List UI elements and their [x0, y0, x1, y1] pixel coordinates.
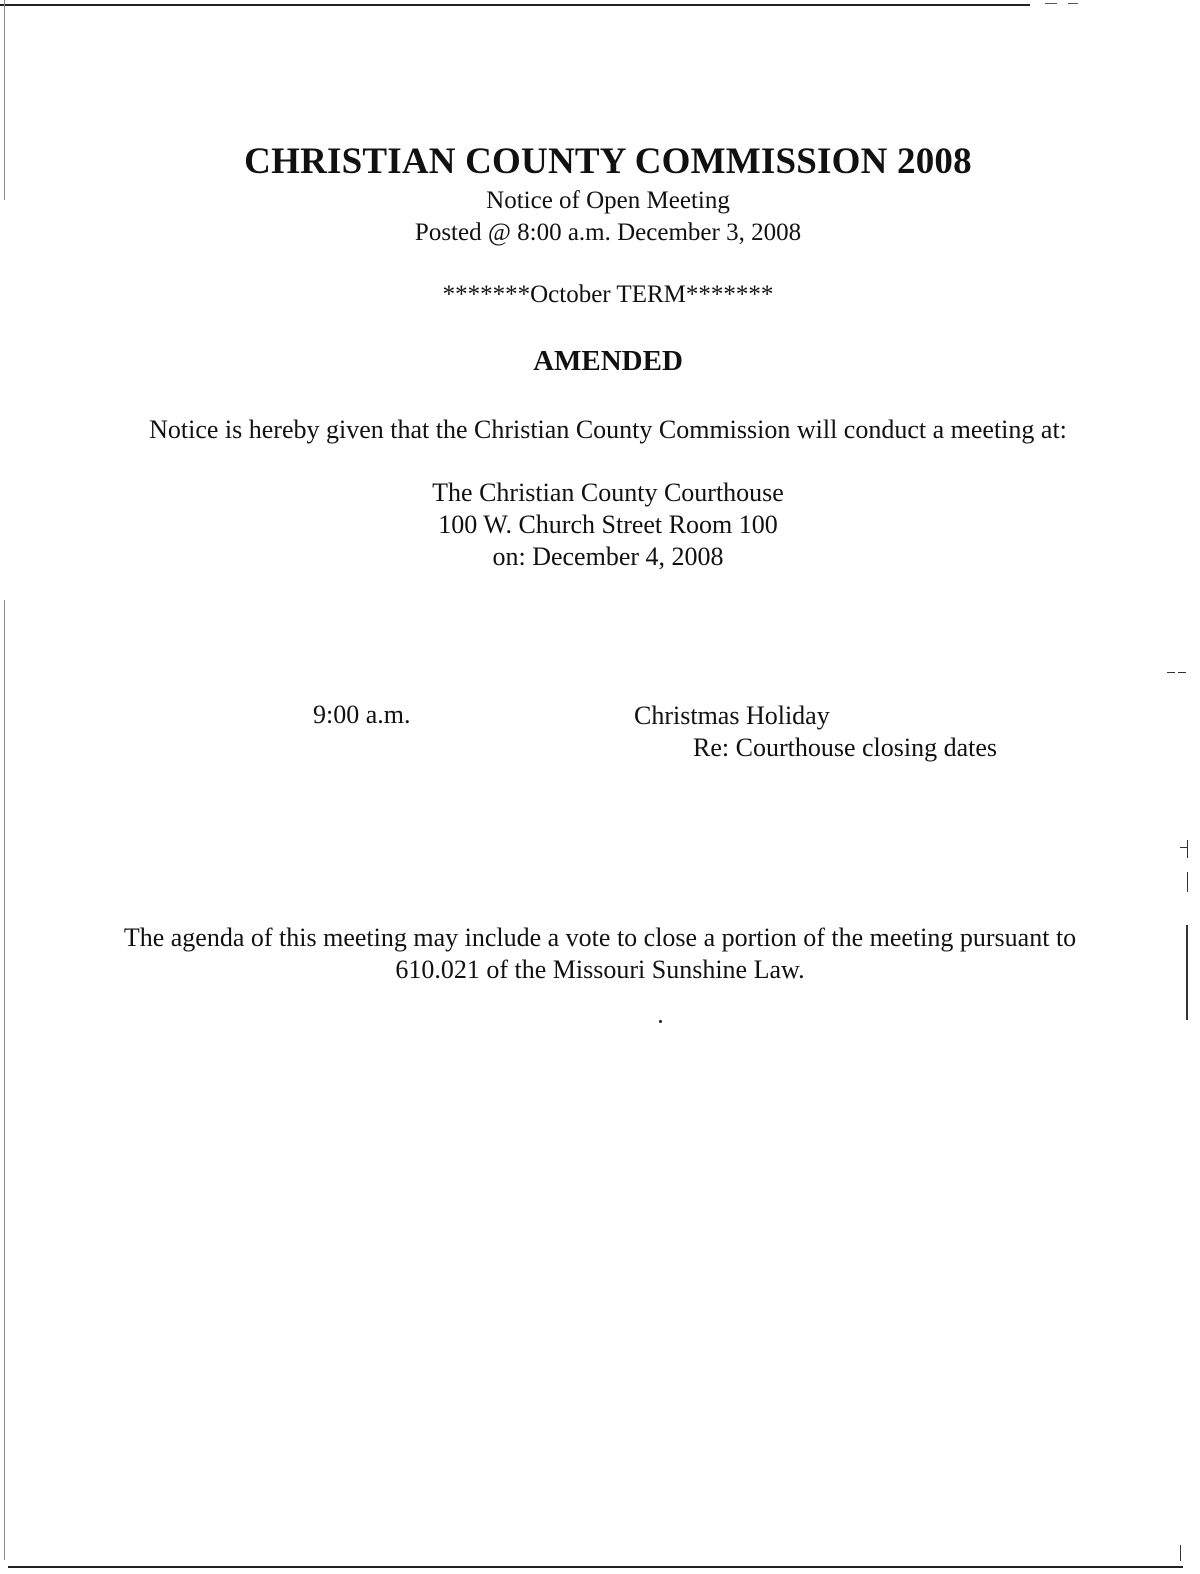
- closing-line-1: The agenda of this meeting may include a vote to close a portion of the meeting pursuant to: [123, 923, 1077, 952]
- margin-mark: [1178, 672, 1186, 673]
- top-border-line: [0, 4, 1030, 6]
- meeting-date: on: December 4, 2008: [492, 542, 724, 571]
- margin-mark: [1180, 1545, 1181, 1561]
- notice-statement: Notice is hereby given that the Christian County Commission will conduct a meeting at:: [149, 415, 1067, 444]
- notice-type: Notice of Open Meeting: [486, 187, 730, 214]
- amended-heading: AMENDED: [533, 345, 683, 377]
- agenda-item-detail: Re: Courthouse closing dates: [693, 733, 998, 762]
- margin-mark: [1187, 872, 1188, 892]
- location-address: 100 W. Church Street Room 100: [438, 510, 778, 539]
- bottom-border-line: [8, 1566, 1183, 1568]
- closing-statement: [0, 922, 1200, 986]
- top-border-dash: [1045, 3, 1057, 4]
- meeting-location: [8, 477, 1200, 573]
- stray-dot: [659, 1020, 662, 1023]
- agenda-time: 9:00 a.m.: [313, 700, 411, 729]
- agenda-item: [634, 700, 997, 764]
- closing-line-2: 610.021 of the Missouri Sunshine Law.: [395, 955, 805, 984]
- left-edge-line: [4, 0, 5, 200]
- left-edge-line: [4, 600, 5, 1560]
- page-title: CHRISTIAN COUNTY COMMISSION 2008: [244, 141, 972, 182]
- agenda-item-title: Christmas Holiday: [634, 701, 830, 730]
- term-label: *******October TERM*******: [442, 281, 774, 308]
- margin-mark: [1187, 840, 1188, 858]
- notice-subtitle: [8, 185, 1200, 249]
- top-border-dash: [1068, 3, 1078, 4]
- margin-mark: [1167, 672, 1175, 673]
- posted-date: Posted @ 8:00 a.m. December 3, 2008: [414, 219, 802, 246]
- location-building: The Christian County Courthouse: [432, 478, 784, 507]
